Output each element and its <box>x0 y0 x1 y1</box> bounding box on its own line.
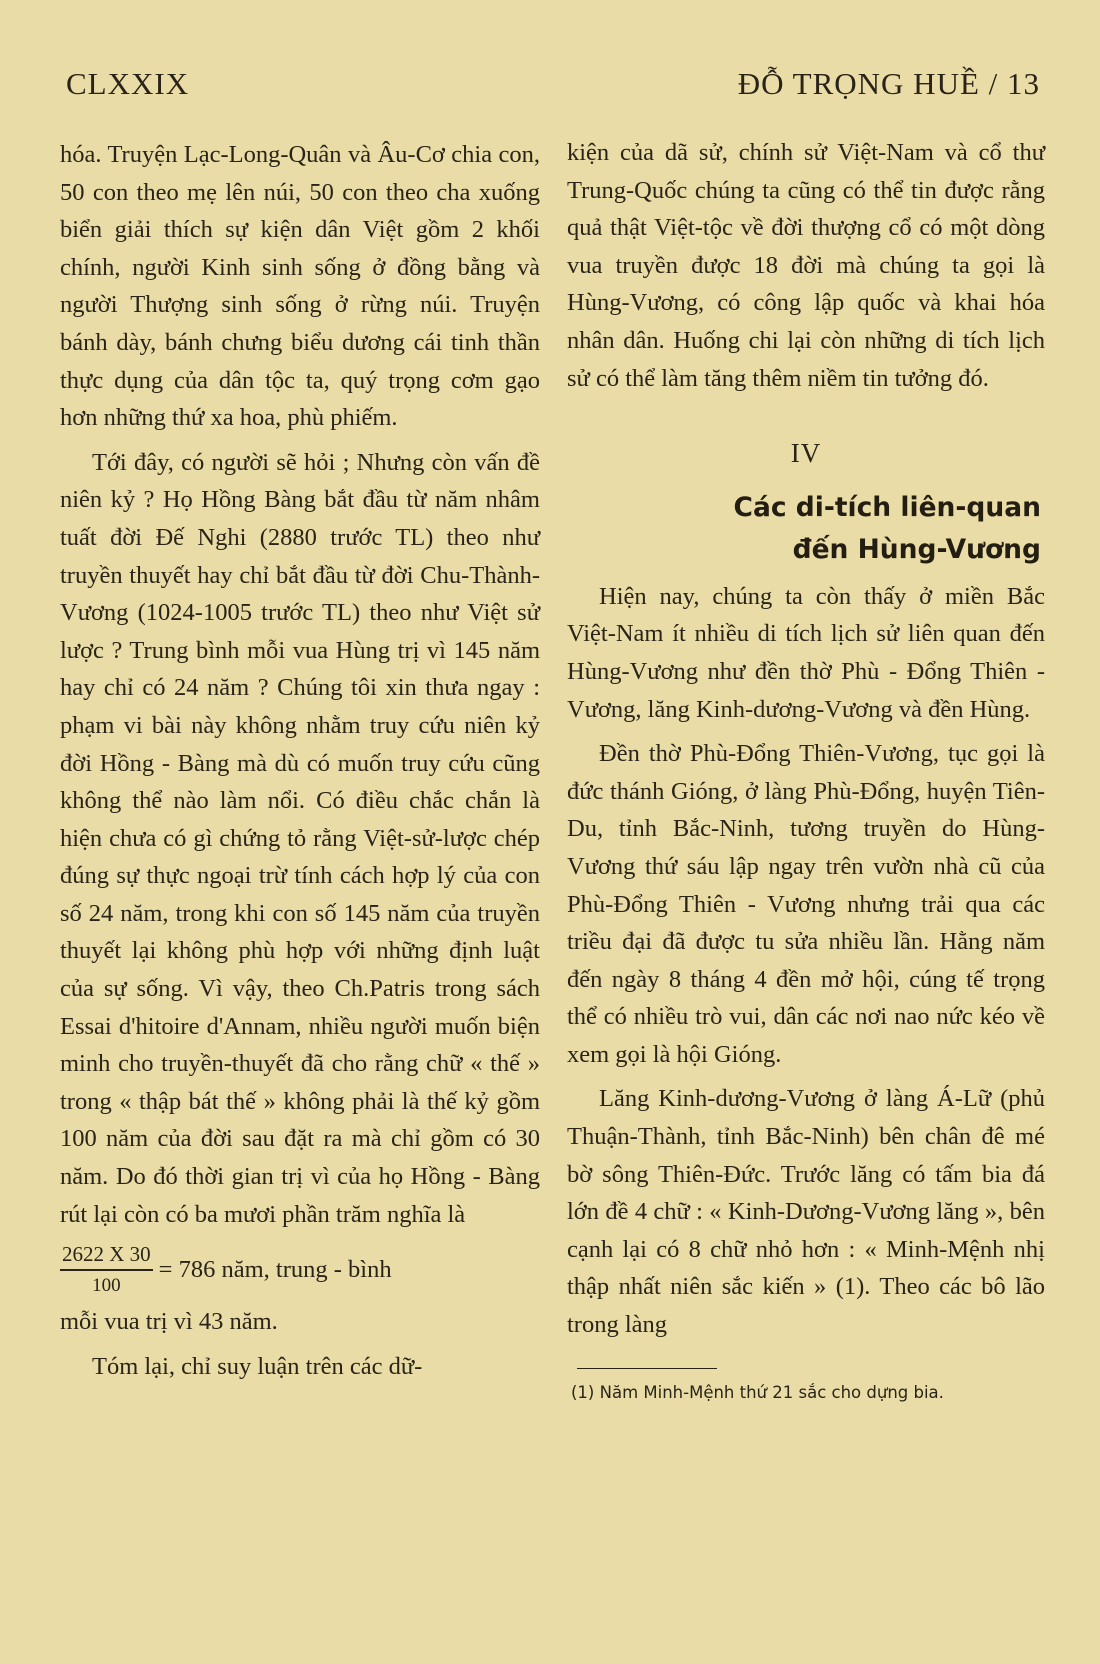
formula-denominator: 100 <box>92 1275 121 1297</box>
chapter-roman-numeral: CLXXIX <box>66 66 190 101</box>
formula-result: = 786 năm, trung - bình <box>158 1256 392 1284</box>
footnote: (1) Năm Minh-Mệnh thứ 21 sắc cho dựng bia. <box>571 1382 944 1402</box>
paragraph-relics-overview: Hiện nay, chúng ta còn thấy ở miền Bắc Việt-Nam ít nhiều di tích lịch sử liên quan đến Hùng-Vương như đền thờ Phù - Đổng Thiên - Vương, lăng Kinh-dương-Vương và đền Hùng. <box>567 582 1045 723</box>
right-column <box>567 134 1045 1409</box>
paragraph-origin-myths: hóa. Truyện Lạc-Long-Quân và Âu-Cơ chia con, 50 con theo mẹ lên núi, 50 con theo cha xuống biển giải thích sự kiện dân Việt gồm 2 khối chính, người Kinh sinh sống ở đồng bằng và người Thượng sinh sống ở rừng núi. Truyện bánh dày, bánh chưng biểu dương cái tinh thần thực dụng của dân tộc ta, quý trọng cơm gạo hơn những thứ xa hoa, phù phiếm. <box>60 141 540 432</box>
reign-formula <box>60 1237 540 1303</box>
footnote-divider <box>577 1368 717 1369</box>
paragraph-historical-evidence: kiện của dã sử, chính sử Việt-Nam và cổ thư Trung-Quốc chúng ta cũng có thể tin được rằng quả thật Việt-tộc về đời thượng cổ có một dòng vua truyền được 18 đời mà chúng ta gọi là Hùng-Vương, có công lập quốc và khai hóa nhân dân. Huống chi lại còn những di tích lịch sử có thể làm tăng thêm niềm tin tưởng đó. <box>567 139 1045 392</box>
section-title <box>567 487 1045 571</box>
formula-numerator: 2622 X 30 <box>60 1239 153 1271</box>
left-column <box>60 136 540 1385</box>
paragraph-chronology-question: Tới đây, có người sẽ hỏi ; Nhưng còn vấn đề niên kỷ ? Họ Hồng Bàng bắt đầu từ năm nhâm tuất đời Đế Nghi (2880 trước TL) theo như truyền thuyết hay chỉ bắt đầu từ đời Chu-Thành-Vương (1024-1005 trước TL) theo như Việt sử lược ? Trung bình mỗi vua Hùng trị vì 145 năm hay chỉ có 24 năm ? Chúng tôi xin thưa ngay : phạm vi bài này không nhằm truy cứu niên kỷ đời Hồng - Bàng mà dù có muốn truy cứu cũng không thể nào làm nổi. Có điều chắc chắn là hiện chưa có gì chứng tỏ rằng Việt-sử-lược chép đúng sự thực ngoại trừ tính cách hợp lý của con số 24 năm, trong khi con số 145 năm của truyền thuyết lại không phù hợp với những định luật của sự sống. Vì vậy, theo Ch.Patris trong sách Essai d'hitoire d'Annam, nhiều người muốn biện minh cho truyền-thuyết đã cho rằng chữ « thế » trong « thập bát thế » không phải là thế kỷ gồm 100 năm của đời sau đặt ra mà chỉ gồm có 30 năm. Do đó thời gian trị vì của họ Hồng - Bàng rút lại còn có ba mươi phần trăm nghĩa là <box>60 448 540 1228</box>
formula-fraction <box>60 1239 153 1301</box>
paragraph-average-reign: mỗi vua trị vì 43 năm. <box>60 1308 278 1336</box>
paragraph-phu-dong-temple: Đền thờ Phù-Đổng Thiên-Vương, tục gọi là đức thánh Gióng, ở làng Phù-Đổng, huyện Tiên-Du, tỉnh Bắc-Ninh, tương truyền do Hùng-Vương thứ sáu lập ngay trên vườn nhà cũ của Phù-Đổng Thiên - Vương nhưng trải qua các triều đại đã được tu sửa nhiều lần. Hằng năm đến ngày 8 tháng 4 đền mở hội, cúng tế trọng thể có nhiều trò vui, dân các nơi nao nức kéo về xem gọi là hội Gióng. <box>567 740 1045 1068</box>
section-title-line-1: Các di-tích liên-quan <box>733 491 1041 523</box>
section-number: IV <box>790 438 822 469</box>
paragraph-summary-start: Tóm lại, chỉ suy luận trên các dữ- <box>92 1352 423 1380</box>
paragraph-kinh-duong-tomb: Lăng Kinh-dương-Vương ở làng Á-Lữ (phủ Thuận-Thành, tỉnh Bắc-Ninh) bên chân đê mé bờ sông Thiên-Đức. Trước lăng có tấm bia đá lớn đề 4 chữ : « Kinh-Dương-Vương lăng », bên cạnh lại có 8 chữ nhỏ hơn : « Minh-Mệnh nhị thập nhất niên sắc kiến » (1). Theo các bô lão trong làng <box>567 1085 1045 1339</box>
author-page-number: ĐỖ TRỌNG HUỀ / 13 <box>737 66 1040 101</box>
page-header <box>66 62 1040 106</box>
section-title-line-2: đến Hùng-Vương <box>792 533 1041 565</box>
